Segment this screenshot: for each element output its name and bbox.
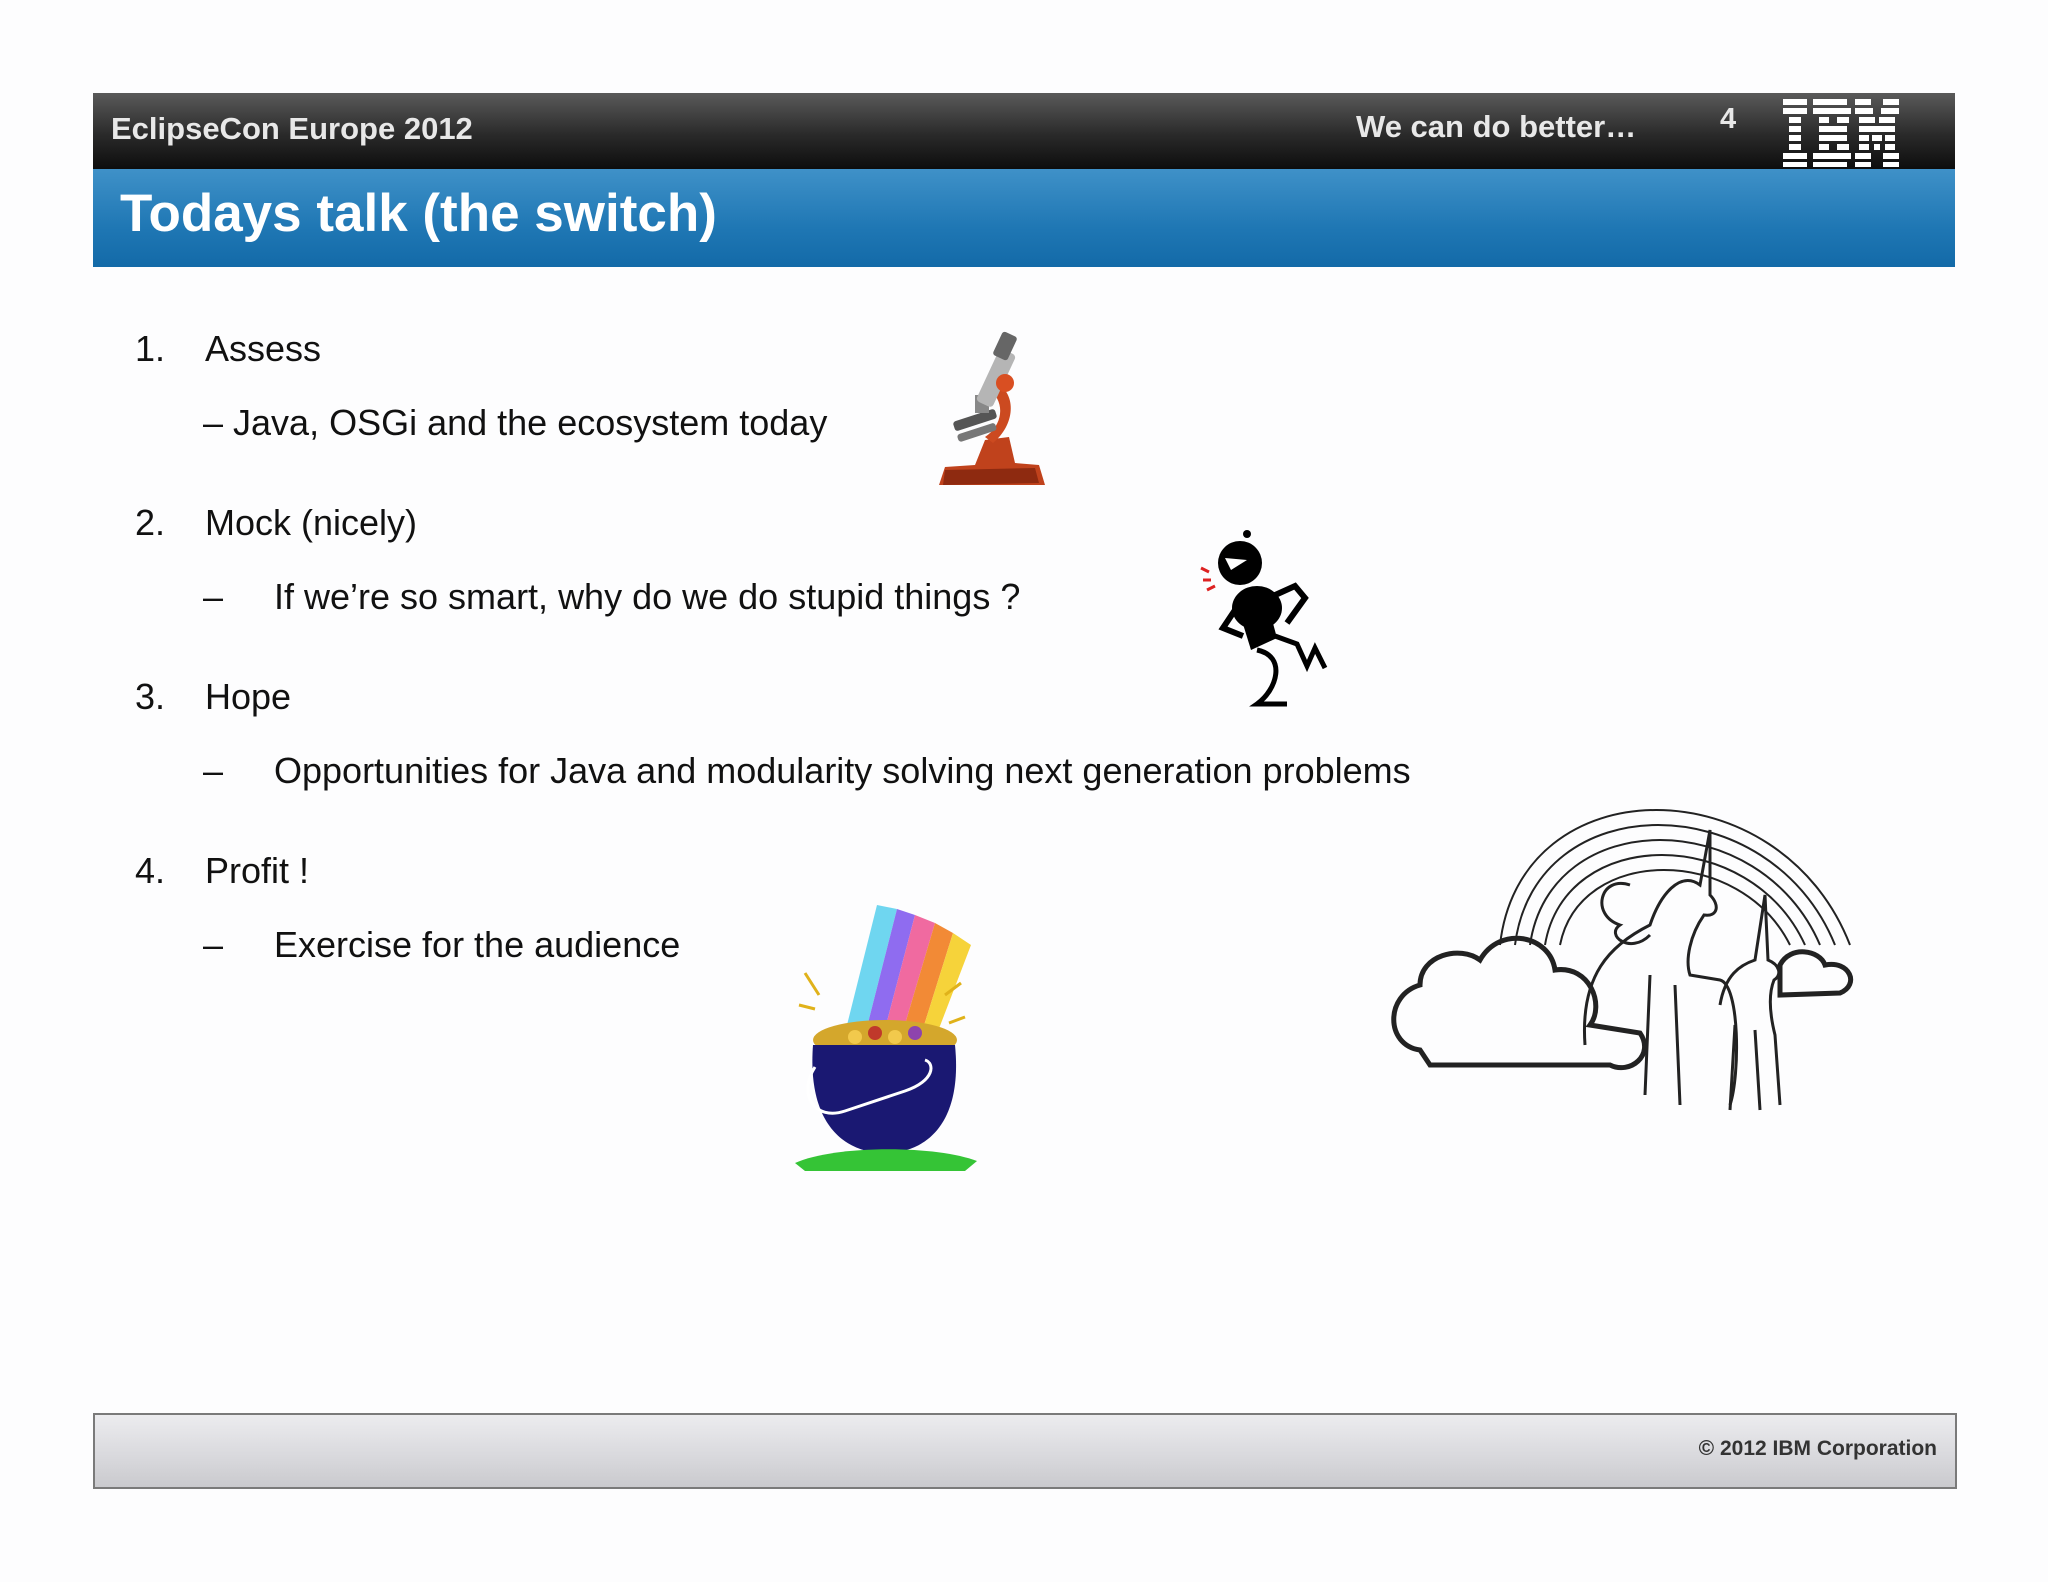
header-bar — [93, 93, 1955, 169]
slide-title: Todays talk (the switch) — [120, 184, 717, 243]
item-subtext: – Java, OSGi and the ecosystem today — [203, 402, 828, 443]
microscope-icon — [935, 325, 1050, 495]
page-number: 4 — [1720, 103, 1737, 135]
item-label: Assess — [205, 328, 322, 369]
unicorns-rainbow-icon — [1390, 775, 1900, 1125]
title-bar — [93, 169, 1955, 267]
section-title: We can do better… — [1356, 109, 1637, 144]
item-number: 4. — [135, 850, 166, 891]
item-label: Mock (nicely) — [205, 502, 418, 543]
item-subtext: Exercise for the audience — [274, 924, 681, 965]
item-dash: – — [203, 924, 224, 965]
stick-figure-icon — [1195, 528, 1355, 713]
item-subtext: Opportunities for Java and modularity solving next generation problems — [274, 750, 1411, 791]
item-number: 3. — [135, 676, 166, 717]
item-dash: – — [203, 750, 224, 791]
item-label: Hope — [205, 676, 292, 717]
copyright: © 2012 IBM Corporation — [1698, 1437, 1937, 1460]
ibm-logo — [1783, 96, 1901, 168]
footer-bar — [93, 1413, 1957, 1489]
item-number: 1. — [135, 328, 166, 369]
item-subtext: If we’re so smart, why do we do stupid things ? — [274, 576, 1021, 617]
pot-of-gold-icon — [785, 895, 985, 1175]
item-dash: – — [203, 576, 224, 617]
event-title: EclipseCon Europe 2012 — [111, 111, 473, 146]
item-label: Profit ! — [205, 850, 310, 891]
item-number: 2. — [135, 502, 166, 543]
